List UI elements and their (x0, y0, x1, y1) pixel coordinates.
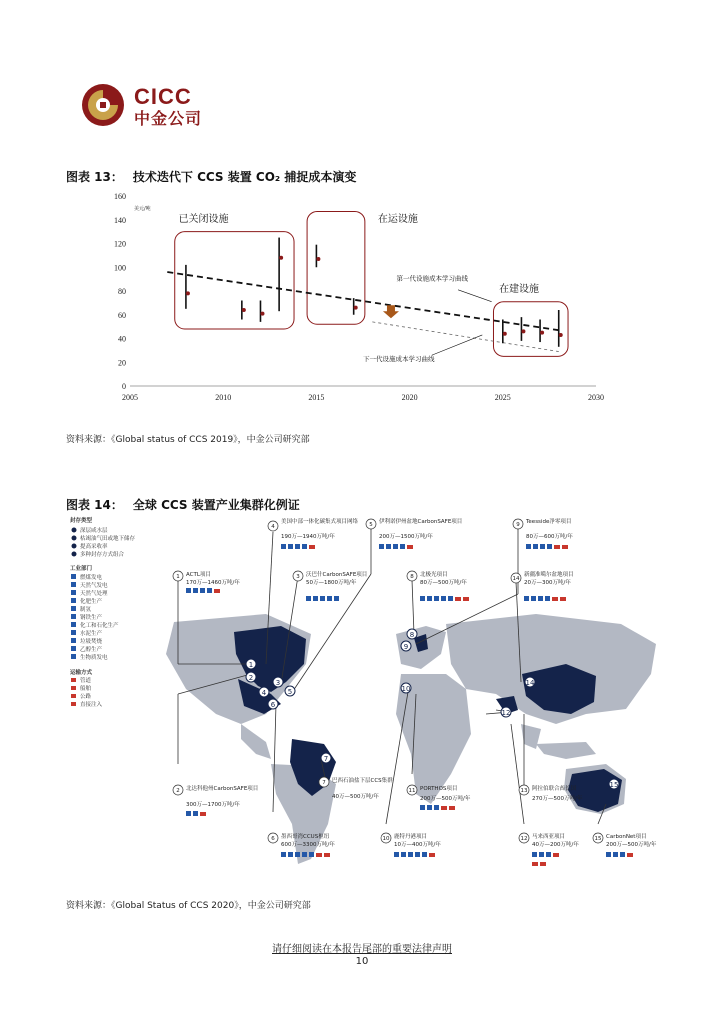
first-gen-curve (167, 272, 558, 330)
callout-4 (268, 517, 359, 549)
legend-industry-9: 垃圾焚烧 (80, 639, 103, 645)
marker-8 (407, 629, 417, 639)
marker-1 (246, 659, 256, 669)
marker-9-label: 9 (403, 643, 409, 651)
svg-text:170万—1460万吨/年: 170万—1460万吨/年 (186, 580, 240, 586)
callout-14 (511, 570, 574, 601)
group-box-2 (493, 302, 568, 357)
svg-text:4: 4 (271, 524, 275, 530)
svg-text:2: 2 (176, 788, 180, 794)
svg-text:200万—500万吨/年: 200万—500万吨/年 (420, 796, 471, 802)
legend-industry-5: 制氢 (80, 607, 92, 613)
range-point-8 (540, 331, 544, 335)
legend-transport-2: 船舶 (80, 686, 92, 692)
svg-text:15: 15 (594, 836, 602, 842)
y-tick-label-6: 120 (114, 239, 126, 249)
x-tick-label-1: 2010 (215, 393, 232, 402)
legend-industry-title: 工业部门 (70, 566, 93, 572)
svg-text:PORTHOS项目: PORTHOS项目 (420, 786, 458, 792)
svg-text:40万—200万吨/年: 40万—200万吨/年 (532, 842, 579, 848)
range-point-2 (260, 312, 264, 316)
legend-industry-3: 天然气处理 (80, 591, 108, 597)
legend-storage-title: 封存类型 (70, 518, 93, 524)
svg-text:3: 3 (296, 574, 300, 580)
legal-disclaimer-link[interactable]: 请仔细阅读在本报告尾部的重要法律声明 (272, 944, 452, 955)
callout-12 (519, 832, 579, 866)
marker-6-label: 6 (270, 701, 276, 709)
y-tick-label-0: 0 (122, 382, 126, 391)
group-label-0: 已关闭设施 (178, 214, 229, 226)
legend-transport-1: 管道 (80, 678, 92, 684)
legend-industry-6: 钢铁生产 (80, 615, 103, 621)
svg-text:6: 6 (271, 836, 275, 842)
y-tick-label-4: 80 (118, 287, 126, 296)
y-axis-label: 美元/吨 (134, 206, 151, 212)
legend-transport-4: 直接注入 (80, 702, 103, 708)
marker-15 (609, 779, 619, 789)
first-gen-pointer (458, 290, 492, 302)
svg-text:200万—500万吨/年: 200万—500万吨/年 (606, 842, 657, 848)
x-tick-label-2: 2015 (308, 393, 325, 402)
marker-14-label: 14 (525, 679, 535, 687)
callout-9 (513, 517, 573, 549)
brand-name-cn: 中金公司 (134, 109, 203, 128)
svg-text:CarbonNet项目: CarbonNet项目 (606, 834, 647, 840)
next-gen-pointer (432, 335, 482, 355)
svg-text:沃巴什CarbonSAFE项目: 沃巴什CarbonSAFE项目 (306, 572, 368, 578)
legend-transport-3: 公路 (80, 694, 92, 700)
svg-text:北极光项目: 北极光项目 (420, 572, 448, 578)
figure-14-title (66, 496, 300, 513)
svg-text:8: 8 (410, 574, 414, 580)
legend-transport-title: 运输方式 (70, 670, 93, 676)
marker-15-label: 15 (609, 781, 619, 789)
marker-7-label: 7 (323, 755, 329, 763)
ccs-cluster-map (66, 514, 662, 888)
svg-text:200万—1500万吨/年: 200万—1500万吨/年 (379, 534, 433, 540)
cost-drop-arrow-icon (383, 305, 399, 318)
marker-6 (268, 699, 278, 709)
svg-text:80万—600万吨/年: 80万—600万吨/年 (526, 534, 573, 540)
svg-text:20万—300万吨/年: 20万—300万吨/年 (524, 580, 571, 586)
figure-13-label: 图表 13： (66, 170, 123, 184)
marker-10 (401, 683, 411, 693)
x-tick-label-0: 2005 (122, 393, 138, 402)
range-point-0 (186, 291, 190, 295)
svg-text:190万—1940万吨/年: 190万—1940万吨/年 (281, 534, 335, 540)
y-tick-label-8: 160 (114, 192, 126, 201)
marker-4-label: 4 (261, 689, 267, 697)
figure-13-source: 资料来源：《Global status of CCS 2019》，中金公司研究部 (66, 435, 310, 445)
marker-1-label: 1 (248, 661, 254, 669)
svg-text:9: 9 (516, 522, 520, 528)
range-point-1 (242, 308, 246, 312)
figure-14-heading: 全球 CCS 装置产业集群化例证 (132, 498, 300, 512)
figure-13-heading: 技术迭代下 CCS 装置 CO₂ 捕捉成本演变 (132, 170, 357, 184)
legend-industry-4: 化肥生产 (80, 599, 103, 605)
legend-storage-3: 提高采收率 (80, 544, 108, 550)
legend-industry-11: 生物质发电 (80, 655, 108, 661)
svg-text:1: 1 (176, 574, 180, 580)
page-number: 10 (355, 956, 369, 967)
svg-text:ACTL项目: ACTL项目 (186, 572, 211, 578)
legend-industry-8: 水泥生产 (80, 631, 103, 637)
y-tick-label-7: 140 (114, 215, 126, 225)
range-point-6 (503, 332, 507, 336)
x-tick-label-5: 2030 (588, 393, 604, 402)
legend-industry-10: 乙醇生产 (80, 647, 103, 653)
svg-text:13: 13 (520, 788, 528, 794)
svg-text:600万—3300万吨/年: 600万—3300万吨/年 (281, 842, 335, 848)
svg-text:10: 10 (382, 836, 390, 842)
capture-cost-chart (110, 188, 610, 408)
marker-5 (285, 686, 295, 696)
marker-2-label: 2 (248, 674, 254, 682)
y-tick-label-5: 100 (114, 263, 126, 273)
legend-industry-2: 天然气发电 (80, 583, 108, 589)
legend-industry-7: 化工和石化生产 (80, 623, 119, 629)
svg-text:14: 14 (512, 576, 520, 582)
figure-14-label: 图表 14： (66, 498, 123, 512)
range-point-4 (316, 257, 320, 261)
svg-text:7: 7 (322, 780, 326, 786)
svg-text:马来西亚项目: 马来西亚项目 (532, 834, 566, 840)
marker-4 (259, 687, 269, 697)
legend-storage-1: 深层咸水层 (80, 528, 108, 534)
svg-text:50万—1800万吨/年: 50万—1800万吨/年 (306, 580, 357, 586)
marker-9 (401, 641, 411, 651)
cicc-logo-icon (80, 82, 126, 128)
marker-5-label: 5 (287, 688, 293, 696)
callout-2 (173, 784, 258, 816)
svg-text:鹿特丹港项目: 鹿特丹港项目 (394, 834, 428, 840)
callout-1 (173, 570, 240, 593)
legend-industry-1: 燃煤发电 (80, 575, 103, 581)
y-tick-label-2: 40 (118, 334, 126, 344)
brand-name-en: CICC (134, 84, 192, 109)
svg-text:美国中部一体化碳集式项目网络: 美国中部一体化碳集式项目网络 (281, 519, 359, 525)
callout-10 (381, 832, 441, 857)
svg-text:270万—500万吨/年: 270万—500万吨/年 (532, 796, 583, 802)
svg-text:5: 5 (369, 522, 373, 528)
y-tick-label-1: 20 (118, 358, 126, 368)
marker-12 (501, 707, 511, 717)
callout-8 (407, 570, 469, 601)
marker-3 (273, 677, 283, 687)
group-label-2: 在建设施 (499, 284, 540, 296)
x-tick-label-3: 2020 (401, 393, 418, 402)
svg-text:Teesside净零项目: Teesside净零项目 (526, 519, 572, 525)
map-legend (70, 516, 136, 708)
first-gen-curve-label: 第一代设施成本学习曲线 (396, 274, 469, 283)
svg-text:300万—1700万吨/年: 300万—1700万吨/年 (186, 802, 240, 808)
svg-text:阿拉伯联合酋长国: 阿拉伯联合酋长国 (532, 786, 577, 792)
marker-8-label: 8 (409, 631, 415, 639)
callout-11 (407, 784, 471, 810)
marker-7 (321, 753, 331, 763)
callout-15 (593, 832, 657, 857)
svg-text:10万—400万吨/年: 10万—400万吨/年 (394, 842, 441, 848)
figure-14-source: 资料来源：《Global Status of CCS 2020》，中金公司研究部 (66, 901, 311, 911)
group-label-1: 在运设施 (377, 214, 418, 226)
y-tick-label-3: 60 (118, 310, 126, 320)
svg-text:墨西哥湾CCUS枢纽: 墨西哥湾CCUS枢纽 (281, 834, 330, 840)
svg-text:巴西石油盐下层CCS集群: 巴西石油盐下层CCS集群 (332, 778, 393, 784)
callout-5 (366, 517, 462, 549)
range-point-7 (521, 329, 525, 333)
svg-text:伊利诺伊州盆地CarbonSAFE项目: 伊利诺伊州盆地CarbonSAFE项目 (379, 519, 463, 525)
figure-13-title (66, 168, 356, 185)
group-box-0 (175, 232, 294, 329)
next-gen-curve (372, 322, 558, 352)
svg-text:新疆准噶尔盆地项目: 新疆准噶尔盆地项目 (524, 572, 574, 578)
svg-text:北达科他州CarbonSAFE项目: 北达科他州CarbonSAFE项目 (186, 786, 259, 792)
svg-text:80万—500万吨/年: 80万—500万吨/年 (420, 580, 467, 586)
svg-text:11: 11 (408, 788, 416, 794)
marker-12-label: 12 (501, 709, 511, 717)
range-point-9 (559, 333, 563, 337)
legend-storage-4: 多种封存方式组合 (80, 552, 125, 558)
svg-text:40万—500万吨/年: 40万—500万吨/年 (332, 794, 379, 800)
marker-14 (525, 677, 535, 687)
marker-3-label: 3 (275, 679, 281, 687)
legend-storage-2: 枯竭油气田或地下储存 (80, 536, 136, 542)
svg-text:12: 12 (520, 836, 528, 842)
next-gen-curve-label: 下一代设施成本学习曲线 (363, 355, 435, 364)
marker-2 (246, 672, 256, 682)
range-point-3 (279, 256, 283, 260)
x-tick-label-4: 2025 (494, 393, 511, 402)
marker-10-label: 10 (401, 685, 411, 693)
range-point-5 (354, 306, 358, 310)
